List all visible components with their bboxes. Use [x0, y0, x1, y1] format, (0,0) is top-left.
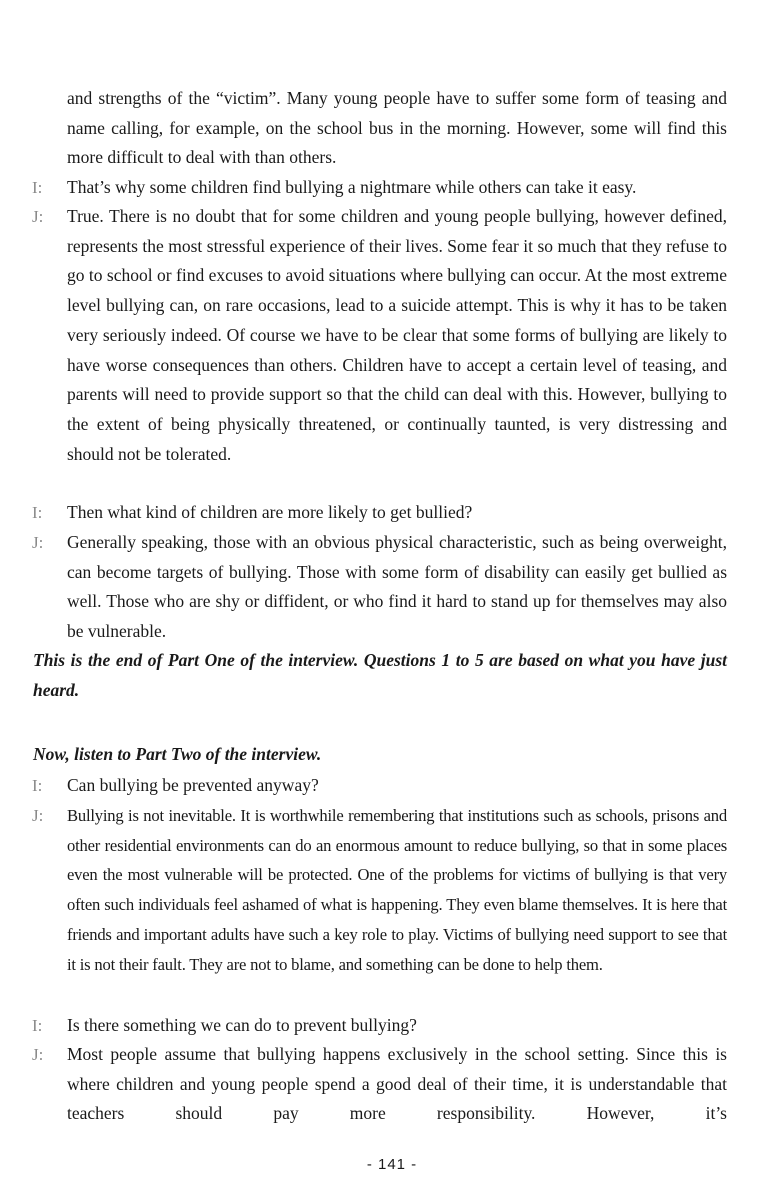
- speaker-label: J:: [32, 207, 44, 226]
- paragraph-interviewee: [0, 801, 784, 979]
- paragraph-text: Generally speaking, those with an obvious physical characteristic, such as being overweight, can become targets of bullying. Those with some form of disability can easily get bullied as well. Those who are shy or diffident, or who find it hard to stand up for themselves may also be vulnerable.: [67, 532, 727, 642]
- speaker-label: J:: [32, 533, 44, 552]
- speaker-label: I:: [32, 1016, 43, 1035]
- paragraph-text: Can bullying be prevented anyway?: [67, 775, 319, 795]
- paragraph-interviewer: [0, 1011, 784, 1041]
- paragraph-continuation: [0, 84, 784, 173]
- paragraph-interviewee: [0, 1040, 784, 1129]
- part-one-end-note: This is the end of Part One of the interview. Questions 1 to 5 are based on what you have just heard.: [33, 650, 727, 700]
- speaker-label: J:: [32, 1045, 44, 1064]
- paragraph-interviewer: [0, 771, 784, 801]
- paragraph-interviewer: [0, 498, 784, 528]
- paragraph-interviewer: [0, 173, 784, 203]
- paragraph-text: Bullying is not inevitable. It is worthwhile remembering that institutions such as schools, prisons and other residential environments can do an enormous amount to reduce bullying, so that in some places even the most vulnerable will be protected. One of the problems for victims of bullying is that very often such individuals feel ashamed of what is happening. They even blame themselves. It is here that friends and important adults have such a key role to play. Victims of bullying need support to see that it is not their fault. They are not to blame, and something can be done to help them.: [67, 806, 727, 974]
- speaker-label: I:: [32, 178, 43, 197]
- paragraph-interviewee: [0, 528, 784, 647]
- paragraph-interviewee: [0, 202, 784, 469]
- speaker-label: J:: [32, 806, 44, 825]
- paragraph-text: That’s why some children find bullying a nightmare while others can take it easy.: [67, 177, 637, 197]
- speaker-label: I:: [32, 776, 43, 795]
- paragraph-text: Most people assume that bullying happens exclusively in the school setting. Since this is where children and young people spend a good deal of their time, it is understandable that teachers should pay more responsibility. However, it’s: [67, 1044, 727, 1124]
- speaker-label: I:: [32, 503, 43, 522]
- part-two-heading: Now, listen to Part Two of the interview.: [33, 744, 322, 764]
- paragraph-text: and strengths of the “victim”. Many young people have to suffer some form of teasing and name calling, for example, on the school bus in the morning. However, some will find this more difficult to deal with than others.: [67, 88, 727, 168]
- page-number: - 141 -: [366, 1156, 418, 1173]
- paragraph-text: True. There is no doubt that for some children and young people bullying, however defined, represents the most stressful experience of their lives. Some fear it so much that they refuse to go to school or find excuses to avoid situations where bullying can occur. At the most extreme level bullying can, on rare occasions, lead to a suicide attempt. This is why it has to be taken very seriously indeed. Of course we have to be clear that some forms of bullying are likely to have worse consequences than others. Children have to accept a certain level of teasing, and parents will need to provide support so that the child can deal with this. However, bullying to the extent of being physically threatened, or continually taunted, is very distressing and should not be tolerated.: [67, 206, 727, 464]
- paragraph-text: Then what kind of children are more likely to get bullied?: [67, 502, 473, 522]
- paragraph-text: Is there something we can do to prevent bullying?: [67, 1015, 417, 1035]
